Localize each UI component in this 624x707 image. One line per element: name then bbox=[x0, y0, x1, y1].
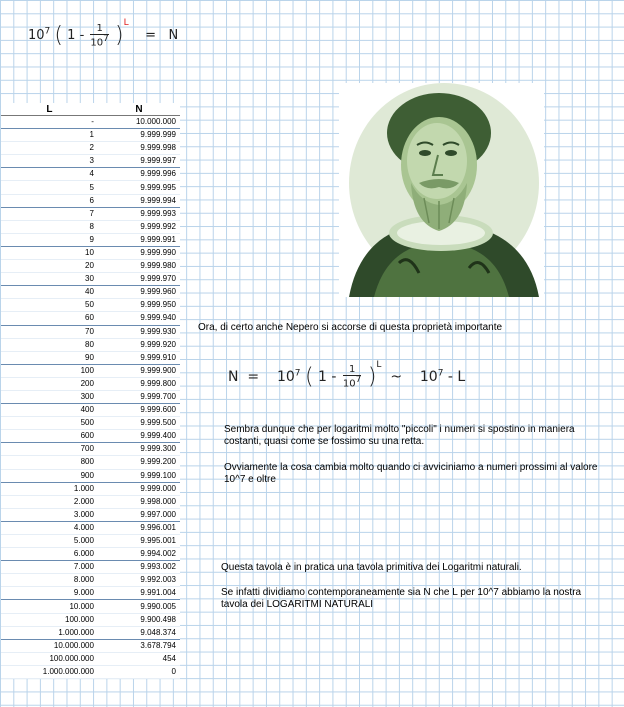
table-row bbox=[1, 443, 180, 456]
paragraph-natural-logarithms: Se infatti dividiamo contemporaneamente sia N che L per 10^7 abbiamo la nostra tavola dei LOGARITMI NATURALI bbox=[221, 587, 582, 610]
cell-n: 9.999.990 bbox=[98, 246, 180, 259]
cell-n: 9.992.003 bbox=[98, 574, 180, 587]
paragraph-large-values: Ovviamente la cosa cambia molto quando ci avviciniamo a numeri prossimi al valore 10^7 e oltre bbox=[224, 462, 598, 485]
cell-l: 100.000 bbox=[1, 613, 98, 626]
fraction-denominator: $10^7$ bbox=[90, 33, 109, 49]
cell-n: 0 bbox=[98, 665, 180, 678]
table-row bbox=[1, 181, 180, 194]
table-row bbox=[1, 665, 180, 678]
formula-mid-fraction bbox=[343, 364, 361, 389]
cell-n: 10.000.000 bbox=[98, 116, 180, 129]
cell-l: 7.000 bbox=[1, 561, 98, 574]
fraction-numerator: 1 bbox=[348, 364, 356, 376]
cell-n: 9.999.920 bbox=[98, 338, 180, 351]
cell-n: 454 bbox=[98, 652, 180, 665]
portrait-image bbox=[339, 83, 544, 297]
cell-l: 400 bbox=[1, 404, 98, 417]
formula-mid-base: 10 bbox=[276, 369, 295, 385]
cell-n: 9.990.005 bbox=[98, 600, 180, 613]
table-row bbox=[1, 246, 180, 259]
cell-n: 9.995.001 bbox=[98, 535, 180, 548]
formula-top: $10^7$ ( 1 - $\frac{1}{10^7}$ )$^L$ = N bbox=[28, 18, 179, 49]
formula-middle: N = $10^7$ ( 1 - $\frac{1}{10^7}$ )$^L$ ~ $10^7$ - L bbox=[228, 360, 466, 390]
table-row bbox=[1, 233, 180, 246]
cell-l: 1 bbox=[1, 129, 98, 142]
formula-top-exp: 7 bbox=[44, 26, 51, 37]
cell-n: 9.999.950 bbox=[98, 299, 180, 312]
cell-n: 9.999.700 bbox=[98, 390, 180, 403]
cell-l: 5.000 bbox=[1, 535, 98, 548]
table-row bbox=[1, 377, 180, 390]
table-row bbox=[1, 351, 180, 364]
cell-l: 30 bbox=[1, 273, 98, 286]
table-row bbox=[1, 561, 180, 574]
table-row bbox=[1, 390, 180, 403]
formula-top-result: N bbox=[168, 28, 179, 43]
cell-l: 200 bbox=[1, 377, 98, 390]
cell-l: 80 bbox=[1, 338, 98, 351]
cell-n: 9.999.994 bbox=[98, 194, 180, 207]
formula-mid-exp: 7 bbox=[294, 368, 301, 379]
cell-n: 9.997.000 bbox=[98, 508, 180, 521]
cell-l: 1.000.000.000 bbox=[1, 665, 98, 678]
cell-l: 4.000 bbox=[1, 521, 98, 534]
cell-l: 3.000 bbox=[1, 508, 98, 521]
formula-mid-equals: = bbox=[247, 369, 260, 385]
table-row bbox=[1, 430, 180, 443]
formula-top-fraction bbox=[90, 23, 108, 48]
cell-n: 9.999.996 bbox=[98, 168, 180, 181]
table-row bbox=[1, 168, 180, 181]
cell-n: 9.994.002 bbox=[98, 548, 180, 561]
cell-l: 60 bbox=[1, 312, 98, 325]
table-row bbox=[1, 600, 180, 613]
formula-mid-power: L bbox=[376, 360, 382, 370]
cell-n: 9.999.500 bbox=[98, 417, 180, 430]
cell-n: 9.999.980 bbox=[98, 260, 180, 273]
cell-n: 9.993.002 bbox=[98, 561, 180, 574]
cell-n: 9.999.900 bbox=[98, 364, 180, 377]
cell-n: 9.999.930 bbox=[98, 325, 180, 338]
table-row bbox=[1, 364, 180, 377]
table-row bbox=[1, 613, 180, 626]
cell-l: 10.000.000 bbox=[1, 639, 98, 652]
table-row bbox=[1, 652, 180, 665]
cell-l: 1.000.000 bbox=[1, 626, 98, 639]
table-row bbox=[1, 469, 180, 482]
table-header-n: N bbox=[98, 103, 180, 116]
table-body bbox=[1, 116, 180, 679]
table-row bbox=[1, 404, 180, 417]
formula-top-equals: = bbox=[145, 28, 157, 43]
cell-l: 8.000 bbox=[1, 574, 98, 587]
cell-l: 8 bbox=[1, 220, 98, 233]
cell-n: 9.999.999 bbox=[98, 129, 180, 142]
formula-mid-rhs-minus: - bbox=[447, 369, 453, 385]
formula-mid-rhs-exp: 7 bbox=[437, 368, 444, 379]
cell-n: 9.999.995 bbox=[98, 181, 180, 194]
table-row bbox=[1, 286, 180, 299]
cell-l: 10.000 bbox=[1, 600, 98, 613]
cell-l: 90 bbox=[1, 351, 98, 364]
cell-l: 600 bbox=[1, 430, 98, 443]
table-row bbox=[1, 260, 180, 273]
table-row bbox=[1, 312, 180, 325]
table-row bbox=[1, 482, 180, 495]
table-row bbox=[1, 194, 180, 207]
formula-mid-approx: ~ bbox=[390, 369, 403, 385]
formula-top-power: L bbox=[123, 18, 129, 28]
cell-n: 9.999.300 bbox=[98, 443, 180, 456]
table-row bbox=[1, 639, 180, 652]
cell-n: 9.999.400 bbox=[98, 430, 180, 443]
cell-n: 9.999.993 bbox=[98, 207, 180, 220]
paragraph-small-logarithms: Sembra dunque che per logaritmi molto "piccoli" i numeri si spostino in maniera costanti, quasi come se fossimo su una retta. bbox=[224, 424, 575, 447]
cell-l: 20 bbox=[1, 260, 98, 273]
table-row bbox=[1, 508, 180, 521]
table-row bbox=[1, 587, 180, 600]
cell-l: 300 bbox=[1, 390, 98, 403]
cell-n: 9.999.200 bbox=[98, 456, 180, 469]
cell-l: 900 bbox=[1, 469, 98, 482]
cell-l: 5 bbox=[1, 181, 98, 194]
formula-mid-one: 1 bbox=[318, 369, 327, 385]
table-row bbox=[1, 338, 180, 351]
cell-n: 3.678.794 bbox=[98, 639, 180, 652]
cell-l: 10 bbox=[1, 246, 98, 259]
cell-l: 1.000 bbox=[1, 482, 98, 495]
formula-mid-n: N bbox=[228, 369, 239, 385]
cell-l: 100.000.000 bbox=[1, 652, 98, 665]
cell-n: 9.999.800 bbox=[98, 377, 180, 390]
formula-top-minus: - bbox=[79, 28, 85, 43]
table-row bbox=[1, 574, 180, 587]
table-row bbox=[1, 626, 180, 639]
cell-n: 9.996.001 bbox=[98, 521, 180, 534]
cell-l: 40 bbox=[1, 286, 98, 299]
table-row bbox=[1, 142, 180, 155]
cell-n: 9.048.374 bbox=[98, 626, 180, 639]
cell-n: 9.999.000 bbox=[98, 482, 180, 495]
cell-n: 9.999.991 bbox=[98, 233, 180, 246]
nepero-text: Ora, di certo anche Nepero si accorse di questa proprietà importante bbox=[198, 322, 503, 333]
cell-l: 700 bbox=[1, 443, 98, 456]
log-table bbox=[1, 103, 180, 679]
table-row bbox=[1, 495, 180, 508]
cell-l: 2 bbox=[1, 142, 98, 155]
formula-mid-rhs-l: L bbox=[457, 369, 466, 385]
table-row bbox=[1, 207, 180, 220]
cell-l: 2.000 bbox=[1, 495, 98, 508]
fraction-denominator: $10^7$ bbox=[342, 375, 362, 390]
table-row bbox=[1, 456, 180, 469]
cell-l: 3 bbox=[1, 155, 98, 168]
formula-top-one: 1 bbox=[67, 28, 76, 43]
paragraph-primitive-table: Questa tavola è in pratica una tavola primitiva dei Logaritmi naturali. bbox=[221, 562, 522, 573]
cell-l: 9.000 bbox=[1, 587, 98, 600]
cell-l: 4 bbox=[1, 168, 98, 181]
cell-n: 9.999.998 bbox=[98, 142, 180, 155]
table-row bbox=[1, 535, 180, 548]
cell-n: 9.900.498 bbox=[98, 613, 180, 626]
cell-l: 9 bbox=[1, 233, 98, 246]
fraction-numerator: 1 bbox=[96, 22, 103, 34]
nepero-portrait bbox=[339, 83, 544, 297]
table-row bbox=[1, 155, 180, 168]
cell-l: 6 bbox=[1, 194, 98, 207]
cell-l: 6.000 bbox=[1, 548, 98, 561]
cell-l: 7 bbox=[1, 207, 98, 220]
table-row bbox=[1, 299, 180, 312]
table-row bbox=[1, 548, 180, 561]
table-row bbox=[1, 325, 180, 338]
cell-l: 50 bbox=[1, 299, 98, 312]
formula-top-base: 10 bbox=[28, 28, 45, 43]
cell-l: 800 bbox=[1, 456, 98, 469]
cell-n: 9.999.992 bbox=[98, 220, 180, 233]
cell-n: 9.998.000 bbox=[98, 495, 180, 508]
cell-l: 100 bbox=[1, 364, 98, 377]
cell-n: 9.999.970 bbox=[98, 273, 180, 286]
cell-l: - bbox=[1, 116, 98, 129]
cell-n: 9.999.997 bbox=[98, 155, 180, 168]
table-row bbox=[1, 521, 180, 534]
cell-n: 9.999.100 bbox=[98, 469, 180, 482]
table-row bbox=[1, 220, 180, 233]
cell-n: 9.999.960 bbox=[98, 286, 180, 299]
table-header-l: L bbox=[1, 103, 98, 116]
cell-l: 70 bbox=[1, 325, 98, 338]
table-row bbox=[1, 129, 180, 142]
formula-mid-minus: - bbox=[331, 369, 337, 385]
cell-n: 9.991.004 bbox=[98, 587, 180, 600]
table-row bbox=[1, 116, 180, 129]
cell-n: 9.999.600 bbox=[98, 404, 180, 417]
table-row bbox=[1, 417, 180, 430]
cell-n: 9.999.910 bbox=[98, 351, 180, 364]
table-row bbox=[1, 273, 180, 286]
formula-mid-rhs-base: 10 bbox=[419, 369, 438, 385]
cell-n: 9.999.940 bbox=[98, 312, 180, 325]
cell-l: 500 bbox=[1, 417, 98, 430]
